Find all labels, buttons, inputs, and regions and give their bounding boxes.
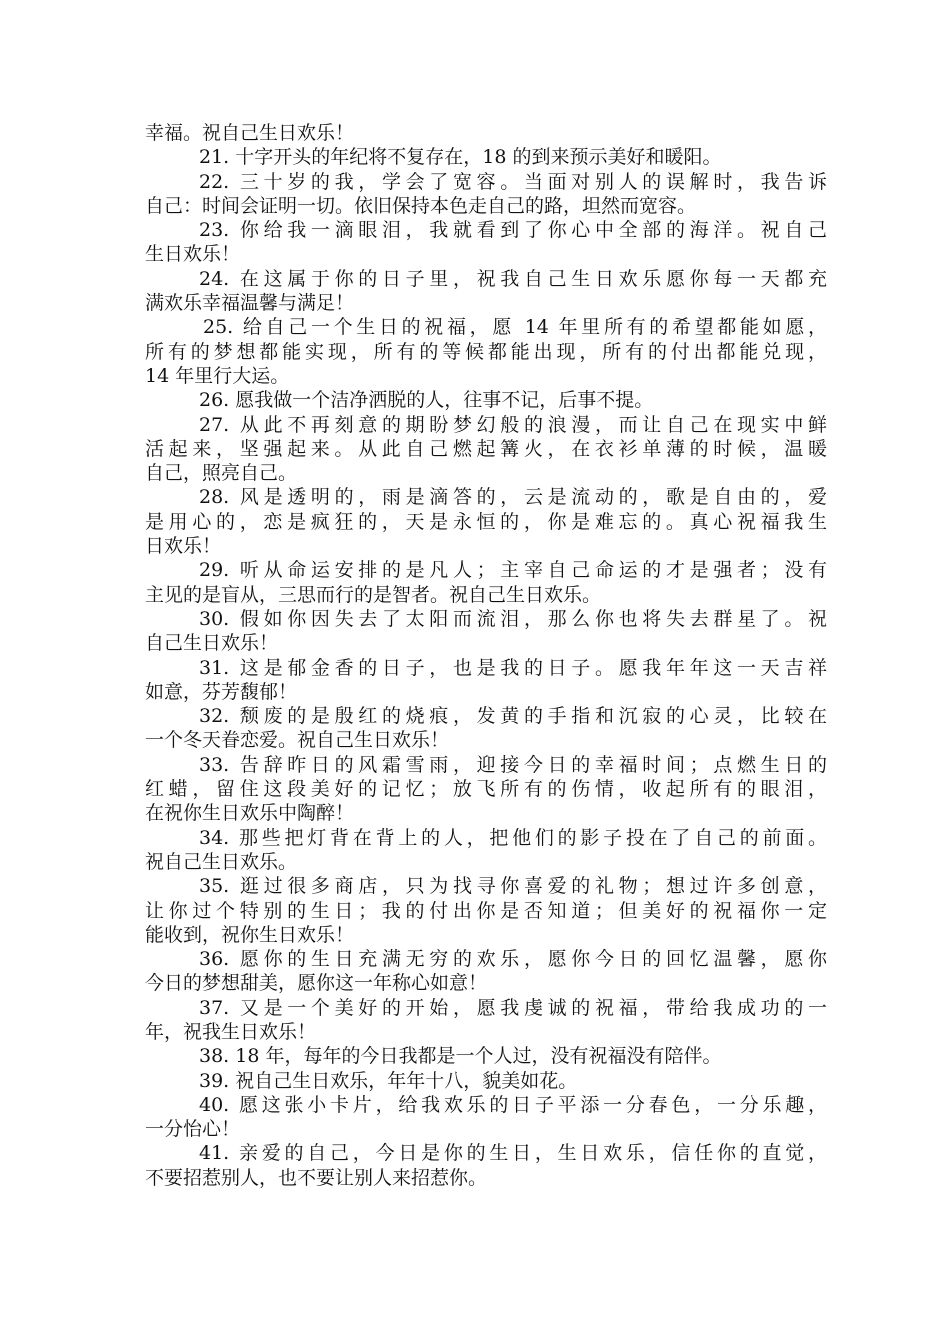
text-line: 是用心的，恋是疯狂的，天是永恒的，你是难忘的。真心祝福我生: [145, 510, 827, 533]
text-line: 年，祝我生日欢乐！: [145, 1020, 317, 1043]
text-line: 37. 又是一个美好的开始，愿我虔诚的祝福，带给我成功的一: [199, 996, 827, 1019]
text-line: 25. 给自己一个生日的祝福，愿 14 年里所有的希望都能如愿，: [203, 316, 827, 339]
text-line: 主见的是盲从，三思而行的是智者。祝自己生日欢乐。: [145, 583, 602, 606]
text-line: 自己：时间会证明一切。依旧保持本色走自己的路，坦然而宽容。: [145, 194, 697, 217]
text-line: 不要招惹别人，也不要让别人来招惹你。: [145, 1166, 488, 1189]
document-body: [145, 121, 827, 1190]
text-line: 自己，照亮自己。: [145, 462, 298, 485]
text-line: 今日的梦想甜美，愿你这一年称心如意！: [145, 972, 488, 995]
text-line: 38. 18 年，每年的今日我都是一个人过，没有祝福没有陪伴。: [199, 1045, 722, 1068]
text-line: 一个冬天眷恋爱。祝自己生日欢乐！: [145, 729, 450, 752]
text-line: 40. 愿这张小卡片，给我欢乐的日子平添一分春色，一分乐趣，: [199, 1093, 827, 1116]
text-line: 34. 那些把灯背在背上的人，把他们的影子投在了自己的前面。: [199, 826, 827, 849]
text-line: 32. 颓废的是殷红的烧痕，发黄的手指和沉寂的心灵，比较在: [199, 705, 827, 728]
text-line: 27. 从此不再刻意的期盼梦幻般的浪漫，而让自己在现实中鲜: [199, 413, 827, 436]
text-line: 31. 这是郁金香的日子，也是我的日子。愿我年年这一天吉祥: [199, 656, 827, 679]
text-line: 21. 十字开头的年纪将不复存在，18 的到来预示美好和暖阳。: [199, 146, 722, 169]
text-line: 24. 在这属于你的日子里，祝我自己生日欢乐愿你每一天都充: [199, 267, 827, 290]
text-line: 生日欢乐！: [145, 243, 241, 266]
text-line: 39. 祝自己生日欢乐，年年十八，貌美如花。: [199, 1069, 578, 1092]
text-line: 22. 三十岁的我，学会了宽容。当面对别人的误解时，我告诉: [199, 170, 827, 193]
text-line: 如意，芬芳馥郁！: [145, 680, 298, 703]
text-line: 36. 愿你的生日充满无穷的欢乐，愿你今日的回忆温馨，愿你: [199, 948, 827, 971]
text-line: 日欢乐！: [145, 535, 222, 558]
text-line: 28. 风是透明的，雨是滴答的，云是流动的，歌是自由的，爱: [199, 486, 827, 509]
text-line: 35. 逛过很多商店，只为找寻你喜爱的礼物；想过许多创意，: [199, 875, 827, 898]
text-line: 活起来，坚强起来。从此自己燃起篝火，在衣衫单薄的时候，温暖: [145, 437, 827, 460]
text-line: 23. 你给我一滴眼泪，我就看到了你心中全部的海洋。祝自己: [199, 219, 827, 242]
text-line: 能收到，祝你生日欢乐！: [145, 923, 355, 946]
text-line: 所有的梦想都能实现，所有的等候都能出现，所有的付出都能兑现，: [145, 340, 827, 363]
text-line: 红蜡，留住这段美好的记忆；放飞所有的伤情，收起所有的眼泪，: [145, 778, 827, 801]
text-line: 14 年里行大运。: [145, 364, 290, 387]
text-line: 26. 愿我做一个洁净洒脱的人，往事不记，后事不提。: [199, 389, 654, 412]
text-line: 41. 亲爱的自己，今日是你的生日，生日欢乐，信任你的直觉，: [199, 1142, 827, 1165]
text-line: 29. 听从命运安排的是凡人；主宰自己命运的才是强者；没有: [199, 559, 827, 582]
text-line: 30. 假如你因失去了太阳而流泪，那么你也将失去群星了。祝: [199, 607, 827, 630]
text-line: 满欢乐幸福温馨与满足！: [145, 292, 355, 315]
text-line: 一分怡心！: [145, 1118, 241, 1141]
text-line: 在祝你生日欢乐中陶醉！: [145, 802, 355, 825]
text-line: 祝自己生日欢乐。: [145, 850, 298, 873]
text-line: 自己生日欢乐！: [145, 632, 279, 655]
text-line: 幸福。祝自己生日欢乐！: [145, 122, 355, 144]
text-line: 让你过个特别的生日；我的付出你是否知道；但美好的祝福你一定: [145, 899, 827, 922]
text-line: 33. 告辞昨日的风霜雪雨，迎接今日的幸福时间；点燃生日的: [199, 753, 827, 776]
